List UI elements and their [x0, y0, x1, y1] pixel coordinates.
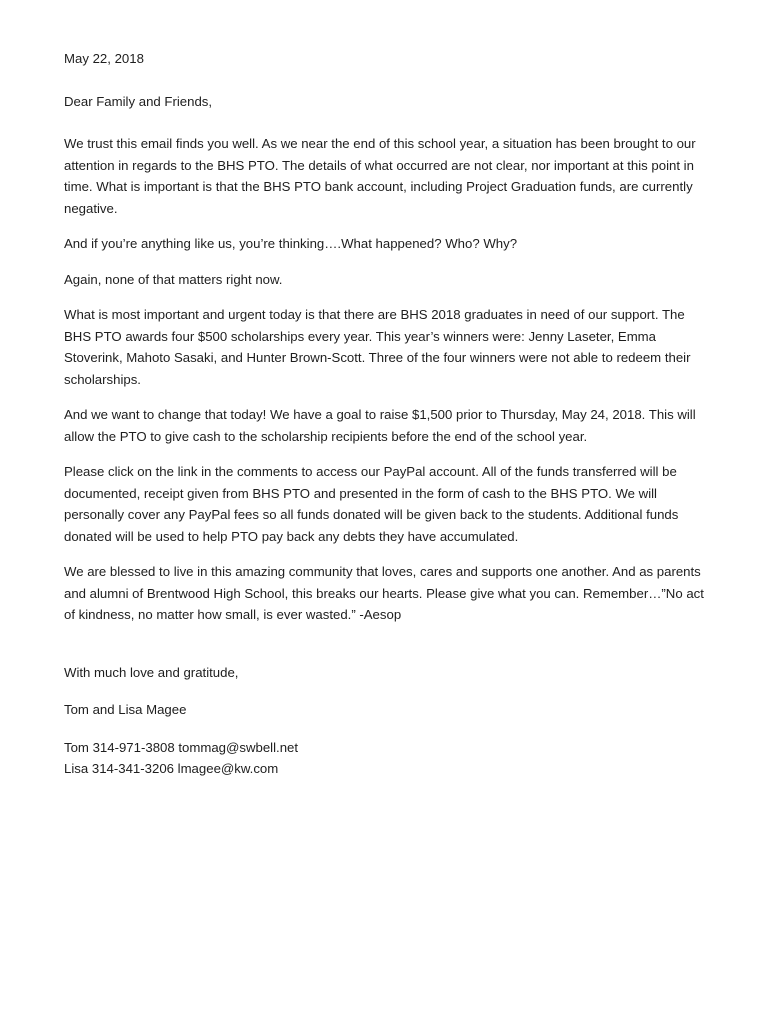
letter — [64, 48, 704, 780]
paragraph-community: We are blessed to live in this amazing community that loves, cares and supports one another. And as parents and alumni of Brentwood High School, this breaks our hearts. Please give what you can. Remember…”No act of kindness, no matter how small, is ever wasted.” -Aesop — [64, 564, 704, 622]
paragraph-intro: We trust this email finds you well. As we near the end of this school year, a situation has been brought to our attention in regards to the BHS PTO. The details of what occurred are not clear, nor important at this point in time. What is important is that the BHS PTO bank account, including Project Graduation funds, are currently negative. — [64, 136, 696, 216]
letter-signature: Tom and Lisa Magee — [64, 702, 187, 717]
contact-block — [64, 737, 704, 780]
paragraph-goal: And we want to change that today! We have a goal to raise $1,500 prior to Thursday, May 24, 2018. This will allow the PTO to give cash to the scholarship recipients before the end of the school year. — [64, 407, 696, 444]
letter-greeting: Dear Family and Friends, — [64, 93, 213, 109]
contact-tom: Tom 314-971-3808 tommag@swbell.net — [64, 739, 299, 755]
paragraph-none-matters: Again, none of that matters right now. — [64, 271, 283, 287]
letter-date: May 22, 2018 — [64, 51, 144, 66]
letter-closing: With much love and gratitude, — [64, 664, 239, 680]
paragraph-questions: And if you’re anything like us, you’re thinking….What happened? Who? Why? — [64, 236, 518, 251]
paragraph-scholarships: What is most important and urgent today is that there are BHS 2018 graduates in need of our support. The BHS PTO awards four $500 scholarships every year. This year’s winners were: Jenny Laseter, Emma Stoverink, Mahoto Sasaki, and Hunter Brown-Scott. Three of the four winners were not able to redeem their scholarships. — [64, 307, 691, 387]
paragraph-paypal: Please click on the link in the comments to access our PayPal account. All of the funds transferred will be documented, receipt given from BHS PTO and presented in the form of cash to the BHS PTO. We will personally cover any PayPal fees so all funds donated will be given back to the students. Additional funds donated will be used to help PTO pay back any debts they have accumulated. — [64, 464, 679, 544]
contact-lisa: Lisa 314-341-3206 lmagee@kw.com — [64, 761, 279, 776]
